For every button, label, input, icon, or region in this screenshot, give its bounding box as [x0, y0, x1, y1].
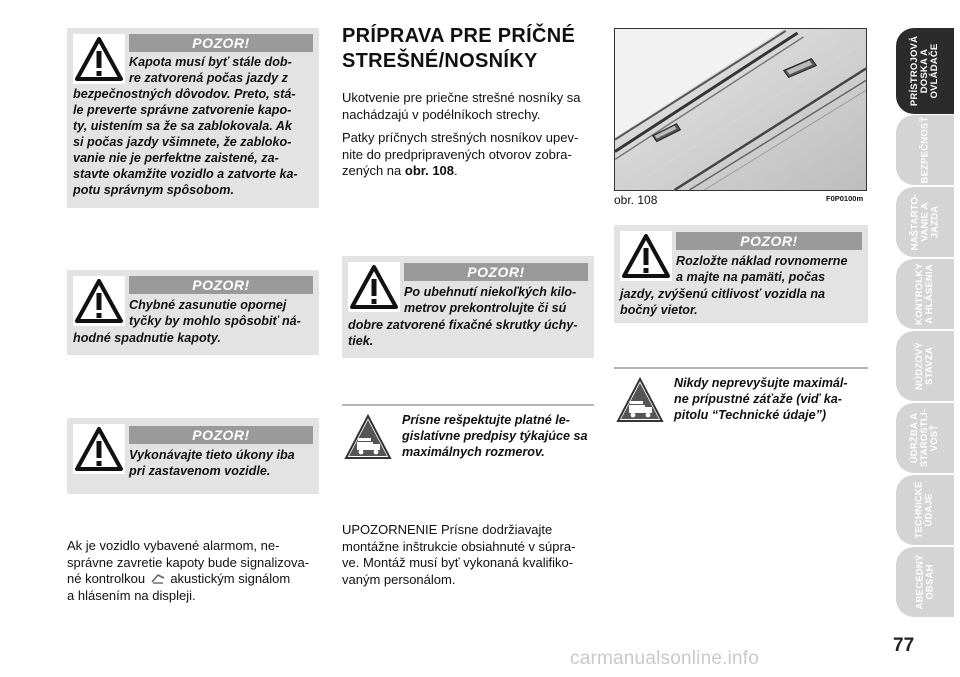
warning-triangle-icon: [73, 34, 125, 84]
page-number: 77: [893, 635, 915, 656]
text-line: Ak je vozidlo vybavené alarmom, ne-: [67, 538, 280, 553]
warning-header: POZOR!: [129, 276, 313, 294]
warning-line: tyčky by mohlo spôsobiť ná-: [129, 314, 301, 328]
note-line: pitolu “Technické údaje”): [674, 408, 827, 422]
tab-pristrojova-doska[interactable]: PRÍSTROJOVÁ DOSKA A OVLÁDAČE: [896, 28, 954, 114]
warning-line: Po ubehnutí niekoľkých kilo-: [404, 285, 577, 299]
roof-rail-figure: [614, 28, 867, 191]
tab-kontrolky[interactable]: KONTROLKY A HLÁSENIA: [896, 259, 954, 329]
notice-paragraph: [342, 522, 597, 588]
warning-header: POZOR!: [676, 232, 862, 250]
text-line: né kontrolkou: [67, 571, 146, 586]
alarm-paragraph: [67, 538, 322, 604]
loaded-vehicle-icon: [344, 414, 392, 462]
warning-line: stavte okamžite vozidlo a zatvorte ka-: [73, 167, 298, 181]
text-line: akustickým signálom: [170, 571, 291, 586]
warning-line: Kapota musí byť stále dob-: [129, 55, 292, 69]
warning-line: dobre zatvorené fixačné skrutky úchy-: [348, 318, 578, 332]
warning-line: hodné spadnutie kapoty.: [73, 331, 221, 345]
tab-nastartovanie[interactable]: NAŠTARTO- VANIE A JAZDA: [896, 187, 954, 257]
warning-triangle-icon: [73, 424, 125, 474]
warning-bolts: [342, 256, 594, 358]
section-title: [342, 24, 597, 74]
warning-line: pri zastavenom vozidle.: [129, 464, 271, 478]
hood-open-warning-icon: [151, 572, 165, 584]
note-line: Prísne rešpektujte platné le-: [402, 413, 570, 427]
warning-line: tiek.: [348, 334, 374, 348]
tab-technicke-udaje[interactable]: TECHNICKÉ ÚDAJE: [896, 475, 954, 545]
warning-line: vanie nie je perfektne zaistené, za-: [73, 151, 279, 165]
text-line: Ukotvenie pre priečne strešné nosníky sa: [342, 90, 581, 105]
note-line: gislatívne predpisy týkajúce sa: [402, 429, 588, 443]
warning-line: le preverte správne zatvorenie kapo-: [73, 103, 292, 117]
watermark-text: carmanualsonline.info: [570, 648, 760, 669]
note-line: Nikdy neprevyšujte maximál-: [674, 376, 848, 390]
note-max-load: [674, 375, 870, 423]
figure-caption: obr. 108: [614, 193, 658, 207]
note-line: maximálnych rozmerov.: [402, 445, 545, 459]
warning-line: Rozložte náklad rovnomerne: [676, 254, 848, 268]
text-line: a hlásením na displeji.: [67, 587, 196, 603]
text-line: UPOZORNENIE Prísne dodržiavajte: [342, 522, 553, 537]
tab-udrzba[interactable]: ÚDRŽBA A STAROSTLI- VOSŤ: [896, 403, 954, 473]
warning-triangle-icon: [348, 262, 400, 312]
warning-header: POZOR!: [404, 263, 588, 281]
warning-line: metrov prekontrolujte či sú: [404, 301, 567, 315]
mounting-paragraph: Patky príčnych strešných nosníkov upev- nite do predpripravených otvorov zobra- zených na obr. 108.: [342, 130, 597, 180]
note-legal-dimensions: [402, 412, 597, 460]
warning-line: potu správnym spôsobom.: [73, 183, 234, 197]
warning-load: [614, 225, 868, 323]
warning-support-rod: [67, 270, 319, 355]
text-line: správne zavretie kapoty bude signalizova-: [67, 554, 310, 570]
warning-line: bezpečnostných dôvodov. Preto, stá-: [73, 87, 296, 101]
note-divider: [342, 404, 594, 406]
title-line: PRÍPRAVA PRE PRÍČNÉ: [342, 25, 576, 47]
warning-triangle-icon: [620, 231, 672, 281]
tab-nudzovy-stav[interactable]: NÚDZOVÝ STAVZA: [896, 331, 954, 401]
warning-line: si počas jazdy všimnete, že zabloko-: [73, 135, 292, 149]
warning-triangle-icon: [73, 276, 125, 326]
figure-reference: obr. 108: [404, 163, 455, 178]
title-line: STREŠNÉ/NOSNÍKY: [342, 50, 538, 72]
warning-line: re zatvorená počas jazdy z: [129, 71, 288, 85]
tab-abecedny-obsah[interactable]: ABECEDNÝ OBSAH: [896, 547, 954, 617]
intro-paragraph: [342, 90, 597, 123]
text-line: Patky príčnych strešných nosníkov upev-: [342, 130, 579, 145]
tab-bezpecnost[interactable]: BEZPEČNOSŤ: [896, 115, 954, 185]
text-line: zených na: [342, 163, 405, 178]
warning-header: POZOR!: [129, 426, 313, 444]
warning-header: POZOR!: [129, 34, 313, 52]
figure-code: F0P0100m: [826, 194, 864, 203]
warning-line: Vykonávajte tieto úkony iba: [129, 448, 295, 462]
warning-line: Chybné zasunutie opornej: [129, 298, 287, 312]
warning-line: jazdy, zvýšenú citlivosť vozidla na: [620, 287, 826, 301]
note-divider: [614, 367, 868, 369]
loaded-vehicle-icon: [616, 377, 664, 425]
warning-hood-closed: [67, 28, 319, 208]
warning-line: ty, uistením sa že sa zablokovala. Ak: [73, 119, 292, 133]
note-line: ne prípustné záťaže (viď ka-: [674, 392, 842, 406]
text-line: vaným personálom.: [342, 571, 456, 587]
text-line: ve. Montáž musí byť vykonaná kvalifiko-: [342, 555, 574, 570]
text-line: nite do predpripravených otvorov zobra-: [342, 146, 572, 162]
warning-stationary: [67, 418, 319, 494]
text-line: nachádzajú v podélníkoch strechy.: [342, 106, 541, 122]
warning-line: bočný vietor.: [620, 303, 698, 317]
warning-line: a majte na pamäti, počas: [676, 270, 826, 284]
text-line: montážne inštrukcie obsiahnuté v súpra-: [342, 538, 576, 554]
